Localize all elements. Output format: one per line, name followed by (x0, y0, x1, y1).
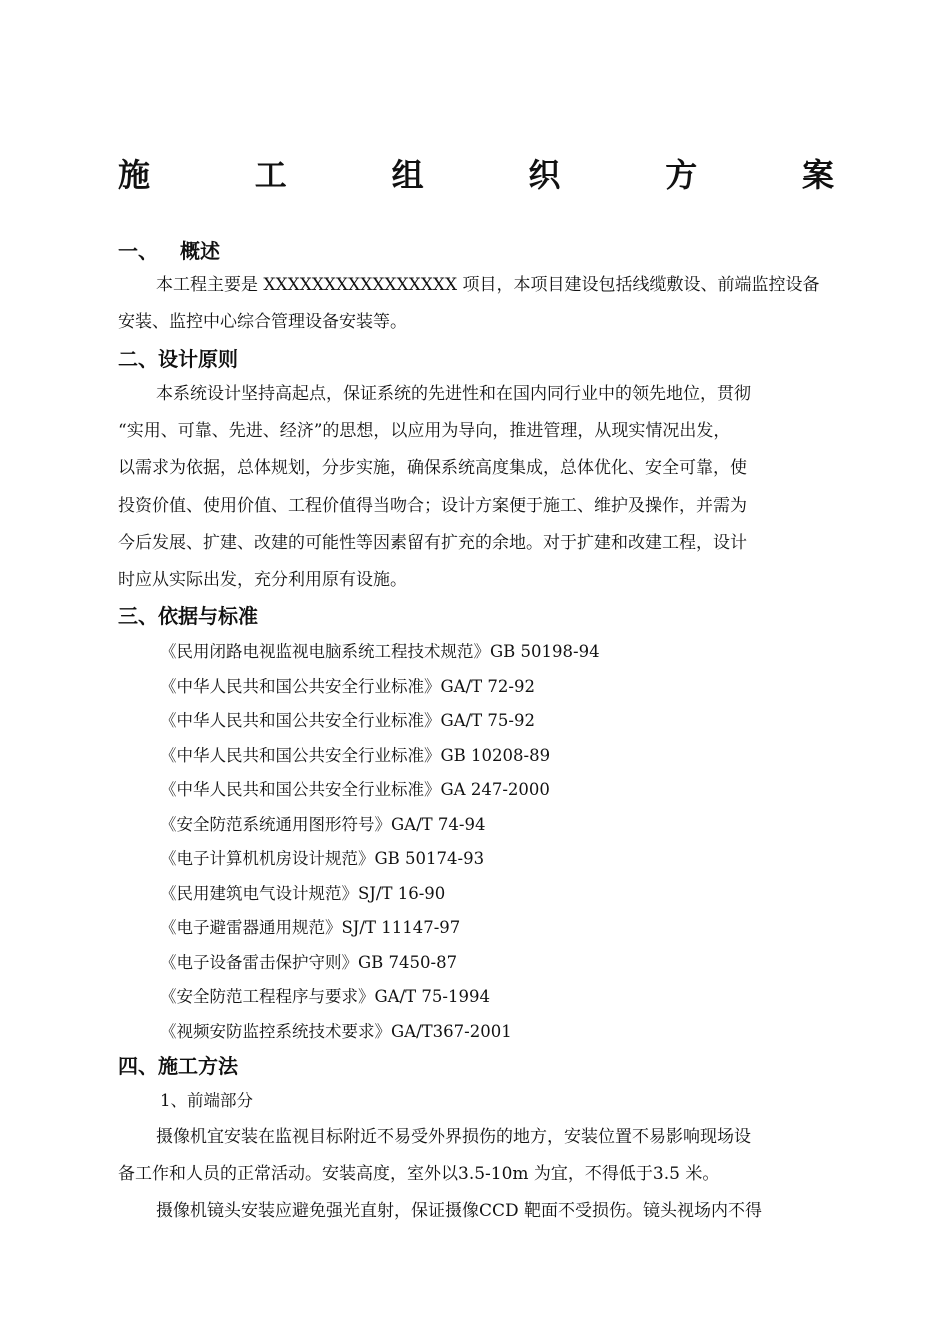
reference-item: 《中华人民共和国公共安全行业标准》GB 10208-89 (160, 746, 551, 765)
reference-item: 《中华人民共和国公共安全行业标准》GA 247-2000 (160, 780, 550, 799)
document-title (118, 148, 834, 198)
reference-item: 《中华人民共和国公共安全行业标准》GA/T 72-92 (160, 677, 535, 696)
section-number: 四、 (118, 1054, 158, 1078)
reference-item: 《民用建筑电气设计规范》SJ/T 16-90 (160, 884, 446, 903)
title-char: 案 (801, 156, 834, 194)
section-number: 三、 (118, 604, 158, 628)
reference-item: 《安全防范工程程序与要求》GA/T 75-1994 (160, 987, 490, 1006)
reference-item: 《视频安防监控系统技术要求》GA/T367-2001 (160, 1022, 512, 1041)
title-char: 组 (391, 156, 424, 194)
reference-item: 《电子避雷器通用规范》SJ/T 11147-97 (160, 918, 461, 937)
paragraph-line: 本工程主要是 XXXXXXXXXXXXXXXX 项目，本项目建设包括线缆敷设、前端监控设备 (156, 275, 820, 295)
reference-item: 《民用闭路电视监视电脑系统工程技术规范》GB 50198-94 (160, 642, 600, 661)
paragraph-line: 投资价值、使用价值、工程价值得当吻合；设计方案便于施工、维护及操作，并需为 (118, 496, 747, 516)
paragraph-line: “实用、可靠、先进、经济”的思想，以应用为导向，推进管理，从现实情况出发， (118, 421, 731, 441)
title-char: 工 (254, 156, 287, 194)
section-heading-overview (118, 236, 834, 266)
section-number: 一、 (118, 239, 158, 263)
section-number: 二、 (118, 347, 158, 371)
paragraph-line: 摄像机宜安装在监视目标附近不易受外界损伤的地方，安装位置不易影响现场设 (156, 1127, 751, 1147)
paragraph-line: 本系统设计坚持高起点，保证系统的先进性和在国内同行业中的领先地位，贯彻 (156, 384, 751, 404)
section-heading-design-principles (118, 344, 834, 374)
paragraph-line: 以需求为依据，总体规划，分步实施，确保系统高度集成，总体优化、安全可靠，使 (118, 458, 747, 478)
title-char: 方 (665, 156, 698, 194)
section-title: 施工方法 (158, 1054, 238, 1078)
subsection-heading: 1、前端部分 (160, 1091, 253, 1110)
reference-item: 《中华人民共和国公共安全行业标准》GA/T 75-92 (160, 711, 535, 730)
title-char: 施 (118, 156, 151, 194)
paragraph-line: 摄像机镜头安装应避免强光直射，保证摄像CCD 靶面不受损伤。镜头视场内不得 (156, 1201, 763, 1221)
section-title: 设计原则 (158, 347, 238, 371)
paragraph-line: 备工作和人员的正常活动。安装高度，室外以3.5-10m 为宜，不得低于3.5 米。 (118, 1164, 720, 1184)
section-title: 概述 (180, 239, 220, 263)
reference-item: 《电子设备雷击保护守则》GB 7450-87 (160, 953, 458, 972)
paragraph-line: 安装、监控中心综合管理设备安装等。 (118, 312, 407, 332)
paragraph-line: 今后发展、扩建、改建的可能性等因素留有扩充的余地。对于扩建和改建工程，设计 (118, 533, 747, 553)
title-char: 织 (528, 156, 561, 194)
section-title: 依据与标准 (158, 604, 258, 628)
paragraph-line: 时应从实际出发，充分利用原有设施。 (118, 570, 407, 590)
section-heading-construction-method (118, 1051, 834, 1081)
reference-item: 《安全防范系统通用图形符号》GA/T 74-94 (160, 815, 486, 834)
reference-item: 《电子计算机机房设计规范》GB 50174-93 (160, 849, 485, 868)
section-heading-basis-and-standards (118, 601, 834, 631)
